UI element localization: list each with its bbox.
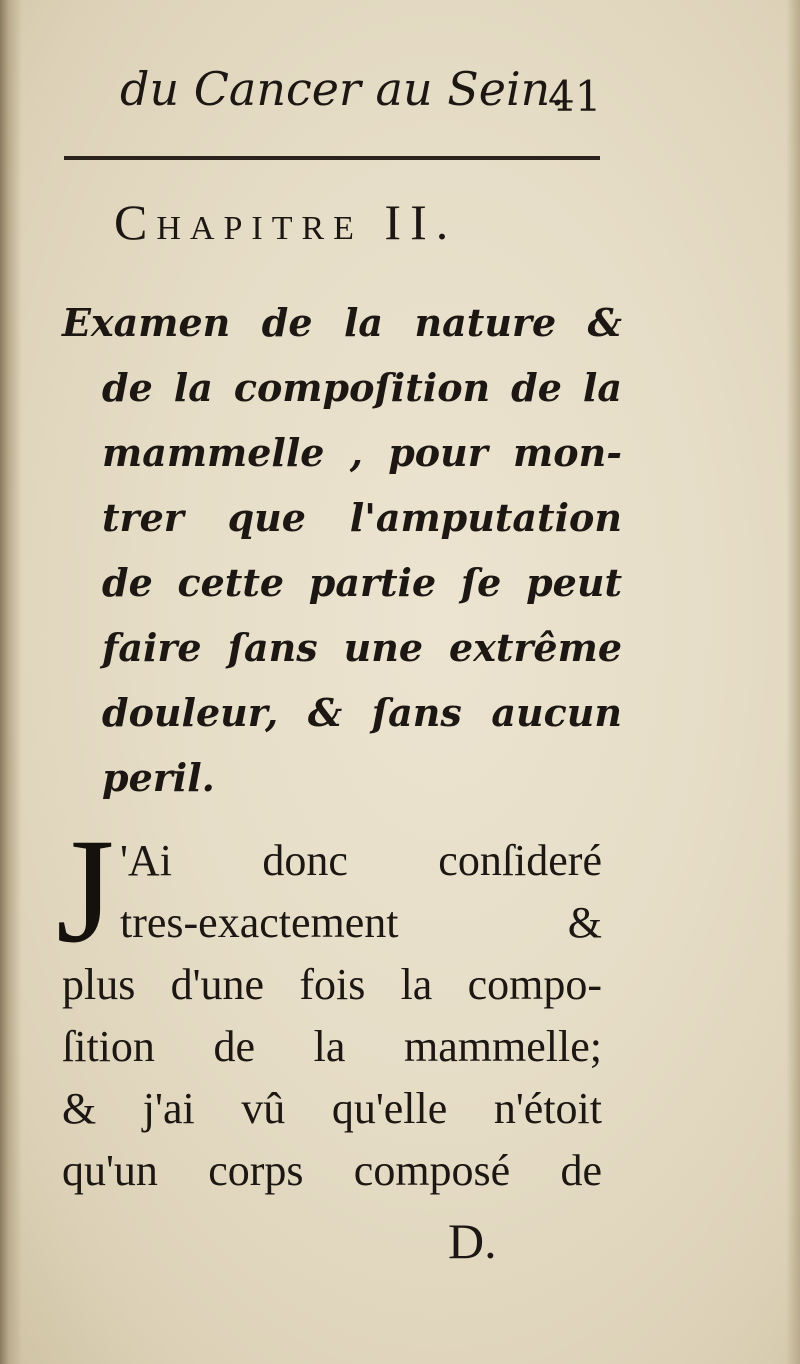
running-head: du Cancer au Sein. [120, 62, 565, 116]
summary-line: de cette partie ſe peut [102, 560, 622, 605]
catchword: D. [448, 1213, 497, 1269]
page-edge [786, 0, 800, 1364]
body-line: 'Ai donc conſideré [120, 836, 602, 885]
summary-line: Examen de la nature & [62, 300, 622, 345]
summary-line: de la compoſition de la [102, 365, 622, 410]
body-line: qu'un corps composé de [62, 1146, 602, 1195]
chapter-summary [62, 290, 622, 810]
body-line: & j'ai vû qu'elle n'étoit [62, 1084, 602, 1133]
summary-line: mammelle , pour mon- [102, 430, 622, 475]
body-line: plus d'une fois la compo- [62, 960, 602, 1009]
chapter-number: II. [384, 194, 458, 250]
page-gutter-shadow [0, 0, 22, 1364]
summary-line: faire ſans une extrême [102, 625, 622, 670]
chapter-heading-word: HAPITRE [156, 210, 363, 247]
body-paragraph [62, 830, 602, 1202]
summary-line: peril. [102, 755, 215, 800]
summary-line: trer que l'amputation [102, 495, 622, 540]
body-line: tres-exactement & [120, 898, 602, 947]
body-line: ſition de la mammelle; [62, 1022, 602, 1071]
summary-line: douleur, & ſans aucun [102, 690, 622, 735]
header-rule [64, 156, 600, 160]
drop-cap: J [56, 808, 115, 974]
chapter-heading-initial: C [114, 194, 157, 250]
page-number: 41 [548, 72, 602, 121]
chapter-heading [114, 193, 457, 251]
